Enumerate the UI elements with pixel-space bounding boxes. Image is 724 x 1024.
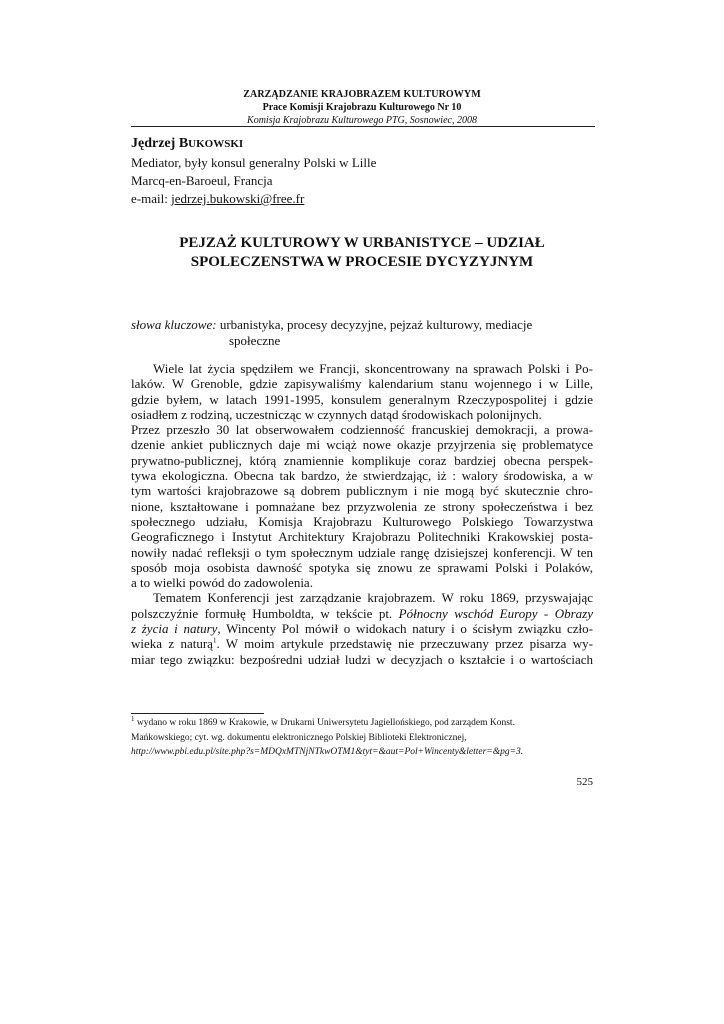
body-line — [131, 636, 593, 651]
title-line-1: PEJZAŻ KULTUROWY W URBANISTYCE – UDZIAŁ — [179, 235, 545, 251]
journal-volume: Prace Komisji Krajobrazu Kulturowego Nr 10 — [262, 102, 462, 113]
footnote-marker: 1 — [131, 714, 135, 723]
email-line — [131, 190, 376, 208]
header-divider — [131, 126, 595, 127]
author-last-initial: B — [178, 136, 189, 151]
title-line-2: SPOLECZENSTWA W PROCESIE DYCYZYJNYM — [190, 254, 534, 270]
body-line: prywatno-publicznej, którą znamiennie komplikuje coraz bardziej obecna perspek- — [131, 452, 593, 468]
footnote-line-1 — [131, 716, 593, 731]
keywords-text: urbanistyka, procesy decyzyjne, pejzaż kulturowy, mediacje — [216, 317, 533, 332]
keywords-label: słowa kluczowe: — [131, 317, 217, 332]
body-line: tywa ekologiczna. Obecna tak bardzo, że stwierdzając, iż : walory środowiska, a w — [131, 468, 593, 484]
footnote-line-2: Mańkowskiego; cyt. wg. dokumentu elektronicznego Polskiej Biblioteki Elektronicznej, — [131, 732, 467, 743]
body-line: społecznego udziału, Komisja Krajobrazu Kulturowego Polskiego Towarzystwa — [131, 513, 593, 529]
body-text-span: polszczyźnie formułę Humboldta, w tekście pt. — [131, 605, 399, 621]
author-affiliation — [131, 154, 376, 208]
body-line — [131, 606, 593, 621]
author-last-name-rest: UKOWSKI — [188, 138, 244, 150]
body-line: Tematem Konferencji jest zarządzanie krajobrazem. W roku 1869, przyswajając — [153, 590, 593, 606]
email-label: e-mail: — [131, 191, 172, 206]
article-body — [131, 361, 593, 667]
cited-title-cont: z życia i natury — [131, 621, 218, 637]
journal-publisher: Komisja Krajobrazu Kulturowego PTG, Sosnowiec, 2008 — [247, 115, 477, 126]
cited-title: Północny wschód Europy - Obrazy — [398, 605, 593, 621]
body-text-span: wieka z naturą — [131, 636, 213, 652]
body-text-span: , Wincenty Pol mówił o widokach natury i o ścisłym związku czło- — [217, 621, 593, 637]
body-text-span: . W moim artykule przedstawię nie przeczuwany przez pisarza wy- — [216, 636, 593, 652]
body-line: nowiły nadać refleksji o tym społecznym udziale rangę dzisiejszej konferencji. W ten — [131, 544, 593, 560]
body-line: osiadłem z rodziną, uczestnicząc w czynnych datąd środowiskach polonijnych. — [131, 406, 542, 422]
body-line: laków. W Grenoble, gdzie zapisywaliśmy kalendarium stanu wojennego i w Lille, — [131, 376, 593, 392]
keywords-continued: społeczne — [229, 333, 281, 348]
journal-series-title: ZARZĄDZANIE KRAJOBRAZEM KULTUROWYM — [243, 89, 481, 100]
footnote-url[interactable]: http://www.pbi.edu.pl/site.php?s=MDQxMTNjNTkwOTM1&tyt=&aut=Pol+Wincenty&letter=&pg=3. — [131, 747, 524, 757]
body-line: nione, kształtowane i pomnażane bez przyzwolenia ze strony społeczeństwa i bez — [131, 498, 593, 514]
affiliation-line-1: Mediator, były konsul generalny Polski w Lille — [131, 155, 377, 170]
affiliation-line-2: Marcq-en-Baroeul, Francja — [131, 173, 273, 188]
body-line: miar tego związku: bezpośredni udział ludzi w decyzjach o kształcie i o wartościach — [131, 651, 593, 667]
body-line: Przez przeszło 30 lat obserwowałem codzienność francuskiej demokracji, a prowa- — [131, 422, 593, 438]
body-line — [131, 621, 593, 636]
footnote-text: wydano w roku 1869 w Krakowie, w Drukarni Uniwersytetu Jagiellońskiego, pod zarządem Konst. — [134, 718, 515, 728]
footnote — [131, 716, 593, 760]
page-number: 525 — [576, 776, 593, 788]
body-line: Geograficznego i Instytut Architektury Krajobrazu Politechniki Krakowskiej posta- — [131, 529, 593, 545]
footnote-divider — [131, 713, 264, 714]
body-line: Wiele lat życia spędziłem we Francji, skoncentrowany na sprawach Polski i Po- — [153, 361, 593, 376]
footnote-ref[interactable]: 1 — [212, 637, 217, 646]
body-line: dzenie ankiet publicznych daje mi wciąż nowe okazje przyjrzenia się problematyce — [131, 437, 593, 453]
article-title — [131, 234, 593, 272]
running-header — [131, 88, 593, 127]
body-line: sposób moja osobista dawność spotyka się znowu ze sprawami Polski i Polaków, — [131, 559, 593, 575]
body-line: a to wielki powód do zadowolenia. — [131, 575, 313, 591]
email-link[interactable]: jedrzej.bukowski@free.fr — [171, 191, 305, 206]
body-line: tym wartości krajobrazowe są dobrem publicznym i nie mogą być skutecznie chro- — [131, 483, 593, 499]
body-line: gdzie byłem, w latach 1991-1995, konsulem generalnym Rzeczypospolitej i gdzie — [131, 391, 593, 407]
author-first-name: Jędrzej — [131, 136, 179, 151]
author-name — [131, 136, 243, 152]
keywords — [131, 317, 593, 333]
